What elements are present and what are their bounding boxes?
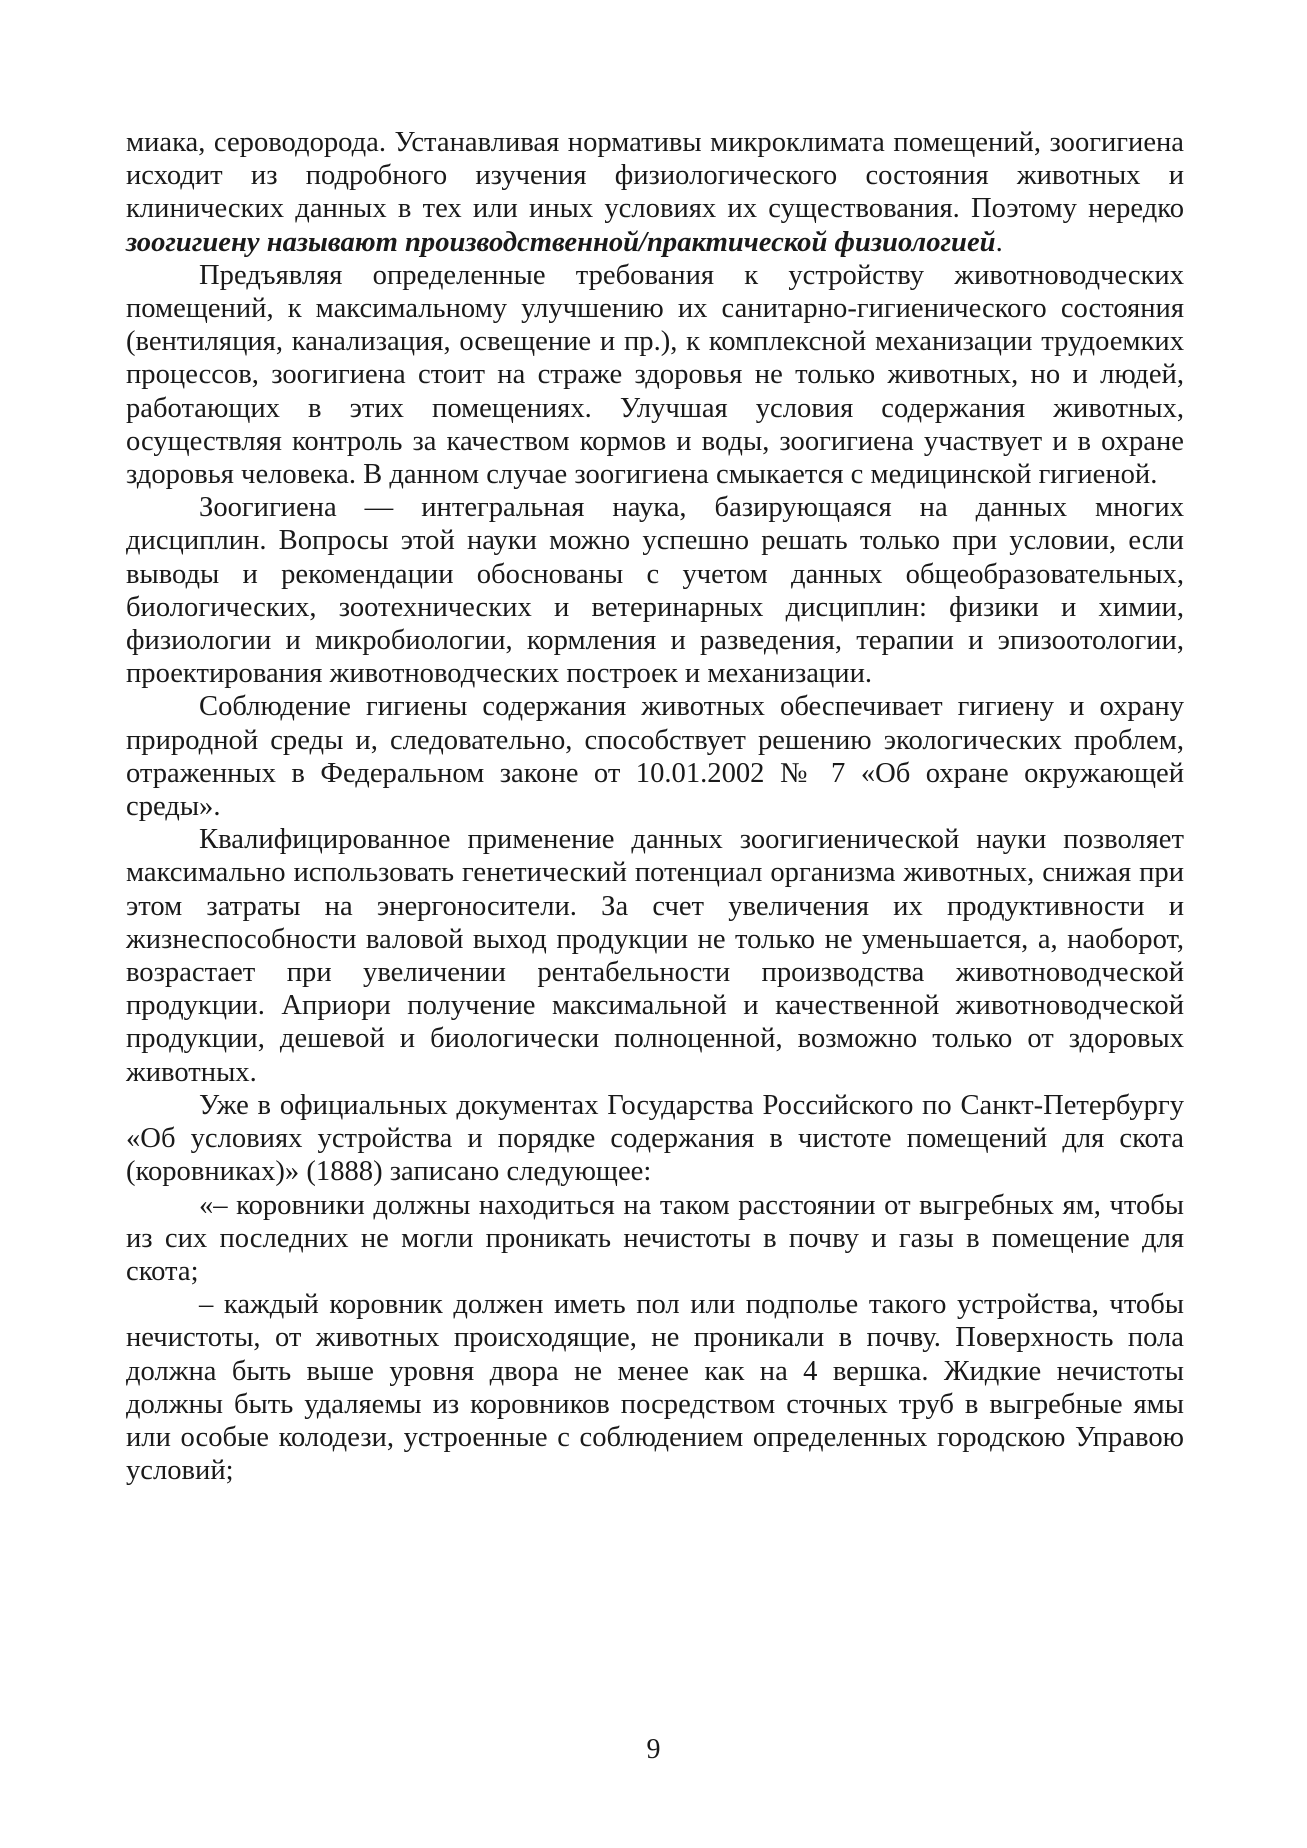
page-number: 9 [646,1734,661,1765]
quote-item-1: «– коровники должны находиться на таком расстоянии от выгребных ям, чтобы из сих последних не могли проникать нечистоты в почву и газы в помещение для скота; [126,1189,1184,1287]
paragraph-1-text: миака, сероводорода. Устанавливая нормативы микроклимата помещений, зоогигиена исходит из подробного изучения физиологического состояния животных и клинических данных в тех или иных условиях их существования. Поэтому нередко [126,127,1184,225]
paragraph-1 [126,126,1184,259]
emphasis-definition: зоогигиену называют производственной/практической физиологией [126,226,996,258]
paragraph-3: Зоогигиена — интегральная наука, базирующаяся на данных многих дисциплин. Вопросы этой науки можно успешно решать только при условии, если выводы и рекомендации обоснованы с учетом данных общеобразовательных, биологических, зоотехнических и ветеринарных дисциплин: физики и химии, физиологии и микробиологии, кормления и разведения, терапии и эпизоотологии, проектирования животноводческих построек и механизации. [126,492,1184,690]
quote-item-2: – каждый коровник должен иметь пол или подполье такого устройства, чтобы нечистоты, от животных происходящие, не проникали в почву. Поверхность пола должна быть выше уровня двора не менее как на 4 вершка. Жидкие нечистоты должны быть удаляемы из коровников посредством сточных труб в выгребные ямы или особые колодези, устроенные с соблюдением определенных городскою Управою условий; [126,1289,1184,1487]
paragraph-6: Уже в официальных документах Государства Российского по Санкт-Петербургу «Об условиях устройства и порядке содержания в чистоте помещений для скота (коровниках)» (1888) записано следующее: [126,1089,1184,1188]
paragraph-5: Квалифицированное применение данных зоогигиенической науки позволяет максимально использовать генетический потенциал организма животных, снижая при этом затраты на энергоносители. За счет увеличения их продуктивности и жизнеспособности валовой выход продукции не только не уменьшается, а, наоборот, возрастает при увеличении рентабельности производства животноводческой продукции. Априори получение максимальной и качественной животноводческой продукции, дешевой и биологически полноценной, возможно только от здоровых животных. [126,824,1184,1088]
paragraph-4: Соблюдение гигиены содержания животных обеспечивает гигиену и охрану природной среды и, следовательно, способствует решению экологических проблем, отраженных в Федеральном законе от 10.01.2002 № 7 «Об охране окружающей среды». [126,691,1184,823]
page-body [126,126,1184,1487]
paragraph-2: Предъявляя определенные требования к устройству животноводческих помещений, к максимальному улучшению их санитарно-гигиенического состояния (вентиляция, канализация, освещение и пр.), к комплексной механизации трудоемких процессов, зоогигиена стоит на страже здоровья не только животных, но и людей, работающих в этих помещениях. Улучшая условия содержания животных, осуществляя контроль за качеством кормов и воды, зоогигиена участвует и в охране здоровья человека. В данном случае зоогигиена смыкается с медицинской гигиеной. [126,259,1184,491]
paragraph-1-end: . [995,226,1003,258]
